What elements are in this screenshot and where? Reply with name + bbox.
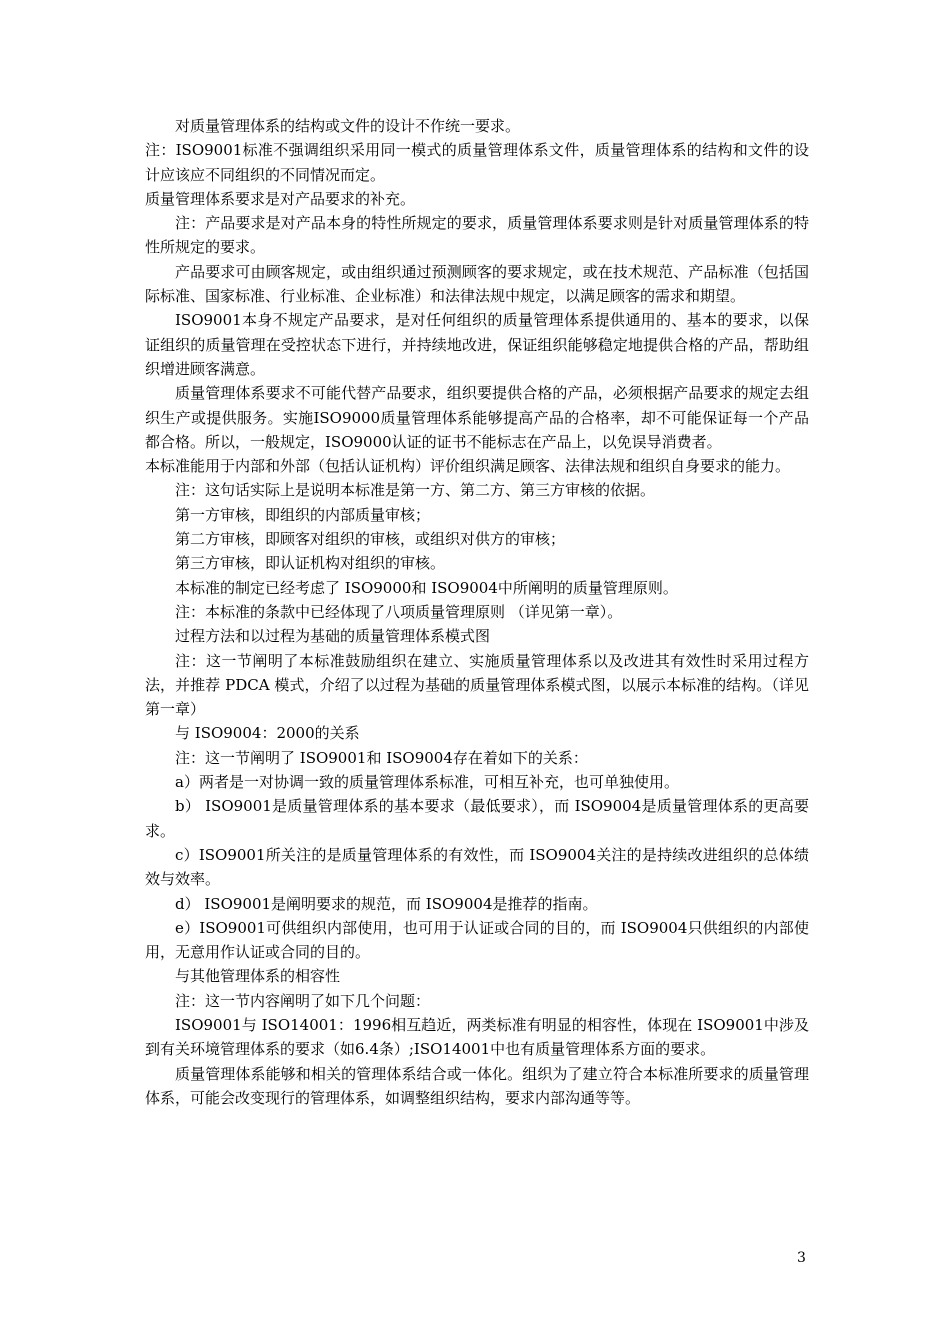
paragraph: 注：这一节内容阐明了如下几个问题： bbox=[175, 991, 431, 1010]
section-heading: 过程方法和以过程为基础的质量管理体系模式图 bbox=[175, 627, 491, 646]
paragraph: 注：ISO9001标准不强调组织采用同一模式的质量管理体系文件，质量管理体系的结构和文件的设计应该应不同组织的不同情况而定。 bbox=[145, 141, 809, 184]
paragraph: 质量管理体系要求不可能代替产品要求，组织要提供合格的产品，必须根据产品要求的规定去组织生产或提供服务。实施ISO9000质量管理体系能够提高产品的合格率，却不可能保证每一个产品都合格。所以，一般规定，ISO9000认证的证书不能标志在产品上，以免误导消费者。 bbox=[145, 384, 809, 451]
paragraph: 第二方审核，即顾客对组织的审核，或组织对供方的审核； bbox=[175, 530, 566, 549]
section-heading: 与其他管理体系的相容性 bbox=[175, 967, 341, 986]
paragraph: 本标准的制定已经考虑了 ISO9000和 ISO9004中所阐明的质量管理原则。 bbox=[175, 578, 678, 597]
paragraph: 第一方审核，即组织的内部质量审核； bbox=[175, 505, 431, 524]
paragraph: 注：这一节阐明了 ISO9001和 ISO9004存在着如下的关系： bbox=[175, 748, 588, 767]
paragraph: 产品要求可由顾客规定，或由组织通过预测顾客的要求规定，或在技术规范、产品标准（包括国际标准、国家标准、行业标准、企业标准）和法律法规中规定，以满足顾客的需求和期望。 bbox=[145, 262, 809, 306]
section-heading: 与 ISO9004：2000的关系 bbox=[175, 724, 360, 743]
paragraph: 注：本标准的条款中已经体现了八项质量管理原则 （详见第一章）。 bbox=[175, 602, 623, 621]
paragraph: ISO9001本身不规定产品要求，是对任何组织的质量管理体系提供通用的、基本的要求，以保证组织的质量管理在受控状态下进行，并持续地改进，保证组织能够稳定地提供合格的产品，帮助组织增进顾客满意。 bbox=[145, 311, 809, 378]
paragraph: 注：这一节阐明了本标准鼓励组织在建立、实施质量管理体系以及改进其有效性时采用过程方法，并推荐 PDCA 模式，介绍了以过程为基础的质量管理体系模式图，以展示本标准的结构。（详见第一章） bbox=[145, 651, 809, 719]
paragraph: ISO9001与 ISO14001：1996相互趋近，两类标准有明显的相容性，体现在 ISO9001中涉及到有关环境管理体系的要求（如6.4条）;ISO14001中也有质量管理体系方面的要求。 bbox=[145, 1015, 809, 1059]
list-item: d） ISO9001是阐明要求的规范，而 ISO9004是推荐的指南。 bbox=[175, 894, 598, 913]
list-item: e）ISO9001可供组织内部使用，也可用于认证或合同的目的，而 ISO9004只供组织的内部使用，无意用作认证或合同的目的。 bbox=[145, 918, 809, 962]
paragraph: 质量管理体系要求是对产品要求的补充。 bbox=[145, 189, 416, 208]
list-item: b） ISO9001是质量管理体系的基本要求（最低要求），而 ISO9004是质量管理体系的更高要求。 bbox=[145, 797, 809, 840]
paragraph: 对质量管理体系的结构或文件的设计不作统一要求。 bbox=[175, 117, 521, 135]
list-item: a）两者是一对协调一致的质量管理体系标准，可相互补充，也可单独使用。 bbox=[175, 773, 679, 792]
paragraph: 注：产品要求是对产品本身的特性所规定的要求，质量管理体系要求则是针对质量管理体系的特性所规定的要求。 bbox=[145, 214, 809, 257]
paragraph: 本标准能用于内部和外部（包括认证机构）评价组织满足顾客、法律法规和组织自身要求的能力。 bbox=[145, 457, 791, 476]
paragraph: 注：这句话实际上是说明本标准是第一方、第二方、第三方审核的依据。 bbox=[175, 481, 656, 500]
paragraph: 第三方审核，即认证机构对组织的审核。 bbox=[175, 554, 446, 573]
paragraph: 质量管理体系能够和相关的管理体系结合或一体化。组织为了建立符合本标准所要求的质量管理体系，可能会改变现行的管理体系，如调整组织结构，要求内部沟通等等。 bbox=[145, 1064, 809, 1107]
page-number: 3 bbox=[797, 1250, 806, 1266]
body-text bbox=[145, 114, 809, 1110]
list-item: c）ISO9001所关注的是质量管理体系的有效性，而 ISO9004关注的是持续改进组织的总体绩效与效率。 bbox=[145, 845, 809, 889]
